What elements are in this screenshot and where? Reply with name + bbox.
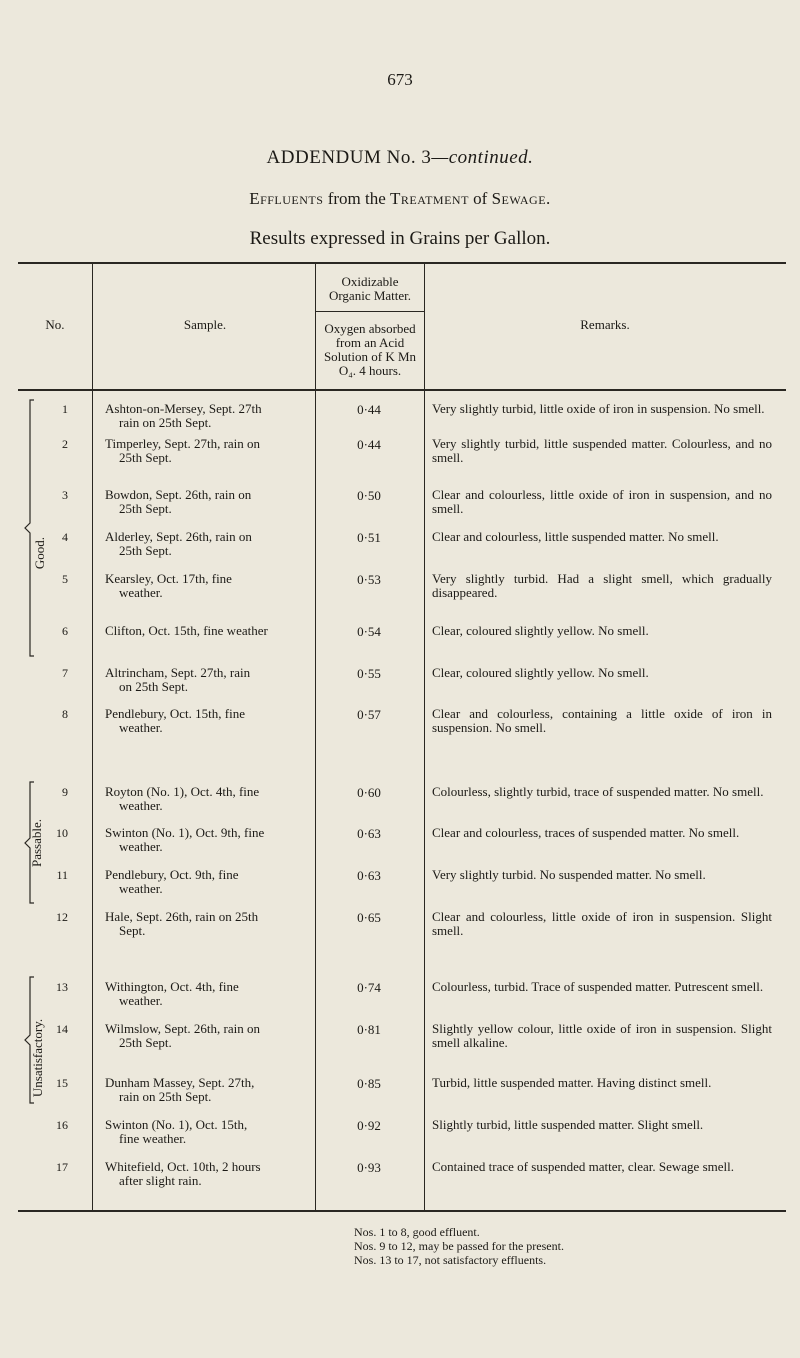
row-number: 8 <box>62 707 68 721</box>
row-oxygen-value: 0·65 <box>357 910 381 925</box>
subtitle-word-treatment: Treatment <box>390 189 469 208</box>
row-oxygen-value: 0·85 <box>357 1076 381 1091</box>
col-divider-3 <box>424 262 425 1210</box>
row-oxygen-value: 0·50 <box>357 488 381 503</box>
row-sample <box>105 488 310 516</box>
row-oxygen-value: 0·44 <box>357 402 381 417</box>
row-number: 11 <box>56 868 68 882</box>
row-number: 3 <box>62 488 68 502</box>
row-sample <box>105 666 310 694</box>
row-oxygen-value: 0·60 <box>357 785 381 800</box>
row-number: 14 <box>56 1022 68 1036</box>
row-oxygen-value: 0·55 <box>357 666 381 681</box>
sample-line-2: fine weather. <box>119 1131 187 1146</box>
row-number: 15 <box>56 1076 68 1090</box>
oxidizable-sub-rule <box>316 311 424 312</box>
sample-line-1: Withington, Oct. 4th, fine <box>105 979 239 994</box>
row-oxygen-value: 0·81 <box>357 1022 381 1037</box>
sample-line-1: Swinton (No. 1), Oct. 15th, <box>105 1117 248 1132</box>
sample-line-1: Bowdon, Sept. 26th, rain on <box>105 487 252 502</box>
sample-line-2: 25th Sept. <box>119 450 172 465</box>
row-remark: Colourless, turbid. Trace of suspended matter. Putrescent smell. <box>432 979 764 994</box>
row-sample <box>105 624 310 638</box>
row-remark: Contained trace of suspended matter, clear. Sewage smell. <box>432 1159 734 1174</box>
page-number: 673 <box>387 70 413 89</box>
row-number: 13 <box>56 980 68 994</box>
header-no: No. <box>45 317 65 332</box>
row-remark: Slightly yellow colour, little oxide of iron in suspension. Slight smell alkaline. <box>432 1021 772 1050</box>
group-label-good: Good. <box>32 536 47 570</box>
row-sample <box>105 910 310 938</box>
col-divider-1 <box>92 262 93 1210</box>
table-bottom-rule <box>18 1210 786 1212</box>
sample-line-1: Royton (No. 1), Oct. 4th, fine <box>105 784 260 799</box>
group-label-unsatisfactory: Unsatisfactory. <box>30 1018 45 1098</box>
row-oxygen-value: 0·53 <box>357 572 381 587</box>
sample-line-2: weather. <box>119 585 163 600</box>
row-number: 9 <box>62 785 68 799</box>
results-line: Results expressed in Grains per Gallon. <box>249 228 551 249</box>
subtitle-word-from-the: from the <box>327 189 386 208</box>
subtitle-word-sewage: Sewage. <box>491 189 551 208</box>
sample-line-1: Pendlebury, Oct. 9th, fine <box>105 867 239 882</box>
row-number: 4 <box>62 530 68 544</box>
row-remark: Turbid, little suspended matter. Having distinct smell. <box>432 1075 712 1090</box>
row-remark: Clear and colourless, little oxide of iron in suspension, and no smell. <box>432 487 772 516</box>
row-sample <box>105 785 310 813</box>
row-sample <box>105 402 310 430</box>
row-remark: Clear and colourless, little suspended matter. No smell. <box>432 529 719 544</box>
row-oxygen-value: 0·51 <box>357 530 381 545</box>
page-title <box>0 147 800 169</box>
sample-line-2: weather. <box>119 993 163 1008</box>
row-remark: Clear and colourless, traces of suspended matter. No smell. <box>432 825 740 840</box>
footnote-1: Nos. 1 to 8, good effluent. <box>354 1225 480 1239</box>
row-remark: Clear and colourless, containing a little oxide of iron in suspension. No smell. <box>432 706 772 735</box>
title-main: ADDENDUM No. 3 <box>266 147 432 168</box>
row-remark: Colourless, slightly turbid, trace of suspended matter. No smell. <box>432 784 764 799</box>
row-remark: Very slightly turbid. Had a slight smell, which gradually disappeared. <box>432 571 772 600</box>
subtitle-word-of: of <box>473 189 488 208</box>
col-divider-2 <box>315 262 316 1210</box>
sample-line-1: Hale, Sept. 26th, rain on 25th <box>105 909 259 924</box>
sample-line-1: Altrincham, Sept. 27th, rain <box>105 665 251 680</box>
row-sample <box>105 530 310 558</box>
row-number: 12 <box>56 910 68 924</box>
row-number: 6 <box>62 624 68 638</box>
sample-line-2: weather. <box>119 720 163 735</box>
sample-line-2: after slight rain. <box>119 1173 202 1188</box>
row-oxygen-value: 0·44 <box>357 437 381 452</box>
header-sample: Sample. <box>183 317 227 332</box>
sample-line-2: 25th Sept. <box>119 543 172 558</box>
row-sample <box>105 707 310 735</box>
sample-line-1: Pendlebury, Oct. 15th, fine <box>105 706 245 721</box>
sample-line-2: rain on 25th Sept. <box>119 1089 212 1104</box>
header-bottom-rule <box>18 389 786 391</box>
subtitle-word-effluents: Effluents <box>249 189 324 208</box>
header-oxygen-absorbed: Oxygen absorbed from an Acid Solution of K Mn O₄. 4 hours. <box>323 321 417 378</box>
row-remark: Very slightly turbid, little oxide of iron in suspension. No smell. <box>432 401 765 416</box>
header-remarks: Remarks. <box>580 317 630 332</box>
sample-line-1: Whitefield, Oct. 10th, 2 hours <box>105 1159 261 1174</box>
row-sample <box>105 1118 310 1146</box>
row-sample <box>105 1076 310 1104</box>
row-sample <box>105 1022 310 1050</box>
sample-line-1: Alderley, Sept. 26th, rain on <box>105 529 252 544</box>
sample-line-2: weather. <box>119 839 163 854</box>
sample-line-2: rain on 25th Sept. <box>119 415 212 430</box>
row-oxygen-value: 0·92 <box>357 1118 381 1133</box>
row-remark: Slightly turbid, little suspended matter. Slight smell. <box>432 1117 704 1132</box>
row-oxygen-value: 0·54 <box>357 624 381 639</box>
row-sample <box>105 572 310 600</box>
sample-line-1: Swinton (No. 1), Oct. 9th, fine <box>105 825 265 840</box>
sample-line-2: on 25th Sept. <box>119 679 188 694</box>
row-number: 16 <box>56 1118 68 1132</box>
row-remark: Very slightly turbid. No suspended matter. No smell. <box>432 867 706 882</box>
row-oxygen-value: 0·57 <box>357 707 381 722</box>
row-oxygen-value: 0·63 <box>357 868 381 883</box>
row-sample <box>105 1160 310 1188</box>
row-oxygen-value: 0·74 <box>357 980 381 995</box>
sample-line-1: Dunham Massey, Sept. 27th, <box>105 1075 255 1090</box>
sample-line-1: Ashton-on-Mersey, Sept. 27th <box>105 401 262 416</box>
sample-line-2: 25th Sept. <box>119 1035 172 1050</box>
row-number: 7 <box>62 666 68 680</box>
sample-line-1: Clifton, Oct. 15th, fine weather <box>105 623 268 638</box>
sample-line-2: Sept. <box>119 923 146 938</box>
row-sample <box>105 980 310 1008</box>
sample-line-2: 25th Sept. <box>119 501 172 516</box>
row-number: 1 <box>62 402 68 416</box>
group-label-passable: Passable. <box>29 818 44 868</box>
sample-line-1: Wilmslow, Sept. 26th, rain on <box>105 1021 260 1036</box>
row-remark: Clear and colourless, little oxide of iron in suspension. Slight smell. <box>432 909 772 938</box>
row-number: 17 <box>56 1160 68 1174</box>
table-top-rule <box>18 262 786 264</box>
row-number: 2 <box>62 437 68 451</box>
footnote-2: Nos. 9 to 12, may be passed for the present. <box>354 1239 564 1253</box>
sample-line-1: Kearsley, Oct. 17th, fine <box>105 571 232 586</box>
header-oxidizable: Oxidizable Organic Matter. <box>328 274 412 303</box>
row-sample <box>105 437 310 465</box>
sample-line-2: weather. <box>119 881 163 896</box>
row-oxygen-value: 0·63 <box>357 826 381 841</box>
subtitle <box>0 189 800 209</box>
row-number: 5 <box>62 572 68 586</box>
row-number: 10 <box>56 826 68 840</box>
row-sample <box>105 826 310 854</box>
row-remark: Clear, coloured slightly yellow. No smell. <box>432 623 649 638</box>
row-sample <box>105 868 310 896</box>
row-remark: Clear, coloured slightly yellow. No smell. <box>432 665 649 680</box>
sample-line-2: weather. <box>119 798 163 813</box>
footnote-3: Nos. 13 to 17, not satisfactory effluents. <box>354 1253 547 1267</box>
sample-line-1: Timperley, Sept. 27th, rain on <box>105 436 261 451</box>
title-suffix: —continued. <box>431 147 534 168</box>
row-oxygen-value: 0·93 <box>357 1160 381 1175</box>
row-remark: Very slightly turbid, little suspended matter. Colourless, and no smell. <box>432 436 772 465</box>
